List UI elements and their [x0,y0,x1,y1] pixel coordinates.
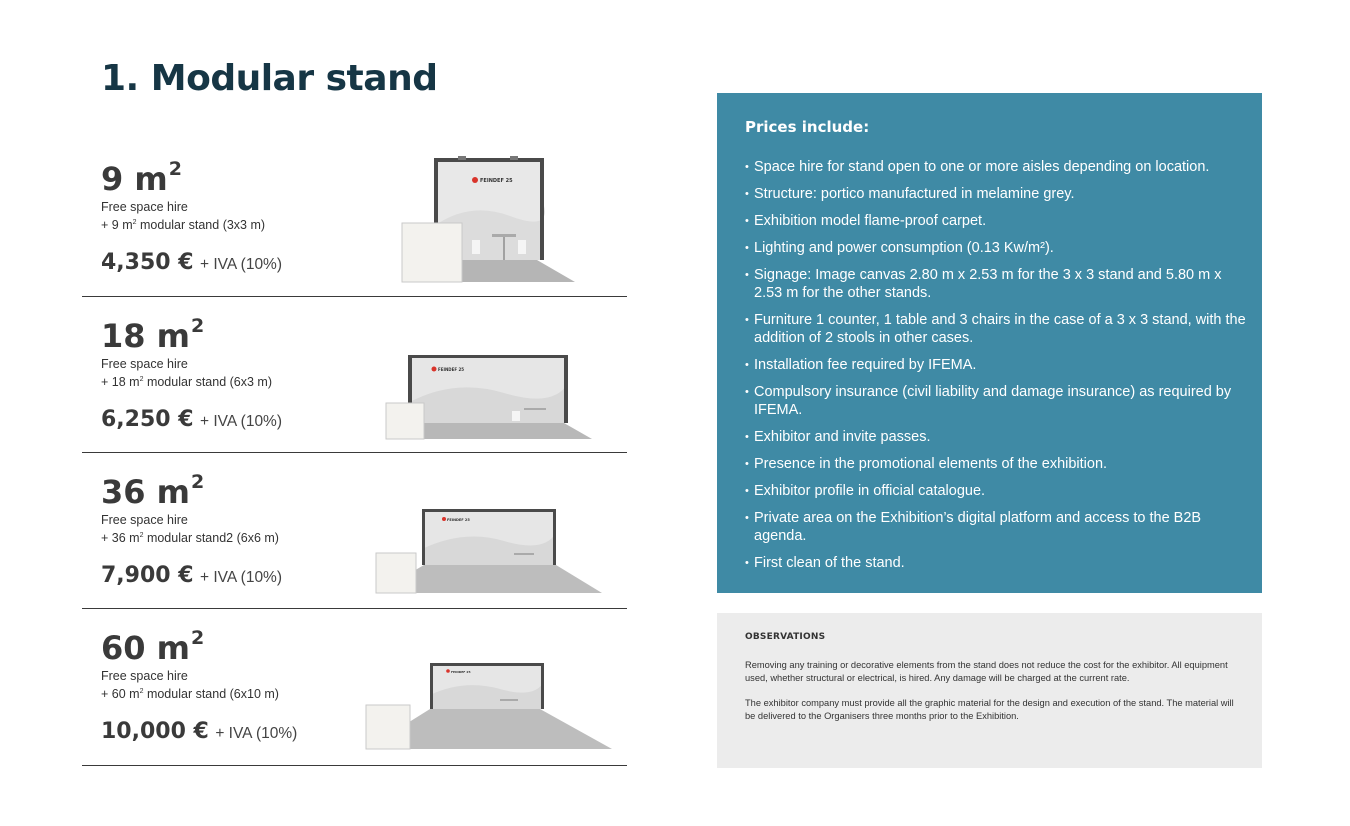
list-item: • Exhibitor profile in official catalogue. [745,482,1246,500]
list-item: • Space hire for stand open to one or more aisles depending on location. [745,158,1246,176]
list-item: • Structure: portico manufactured in melamine grey. [745,185,1246,203]
list-item: • Presence in the promotional elements of the exhibition. [745,455,1246,473]
stand-description: Free space hire + 9 $m^2$ modular stand (3x3 m) [101,200,266,233]
stand-description: Free space hire + 60 $m^2$ modular stand (6x10 m) [101,669,279,702]
stand-option-9m2 [82,140,627,297]
prices-include-list [745,158,1246,572]
stand-list [82,140,627,766]
stand-price: 4,350 € + IVA (10%) [101,250,283,275]
page-title: 1. Modular stand [101,58,438,99]
stand-size: 36 $m^2$ [101,471,205,511]
stand-description: Free space hire + 36 $m^2$ modular stand2 (6x6 m) [101,513,279,546]
stand-price: 10,000 € + IVA (10%) [101,719,298,744]
observations-heading: OBSERVATIONS [745,632,826,642]
svg-text:FEINDEF 25: FEINDEF 25 [447,518,470,522]
observations-paragraph: The exhibitor company must provide all the graphic material for the design and execution of the stand. The material will be delivered to the Organisers three months prior to the Exhibition. [745,698,1234,721]
stand-size: 60 $m^2$ [101,627,205,667]
list-item: • Lighting and power consumption (0.13 Kw/m²). [745,239,1246,257]
svg-text:FEINDEF 25: FEINDEF 25 [480,178,513,184]
stand-render-image [374,507,604,597]
stand-price: 6,250 € + IVA (10%) [101,407,283,432]
svg-text:FEINDEF 25: FEINDEF 25 [451,670,471,674]
list-item: • First clean of the stand. [745,554,1246,572]
list-item: • Exhibition model flame-proof carpet. [745,212,1246,230]
stand-render-image [400,156,580,284]
stand-price: 7,900 € + IVA (10%) [101,563,283,588]
stand-option-18m2 [82,297,627,453]
observations-paragraph: Removing any training or decorative elements from the stand does not reduce the cost for the exhibitor. All equipment used, whether structural or electrical, is hired. Any damage will be charged at the current rate. [745,660,1228,683]
prices-include-heading: Prices include: [745,118,870,136]
list-item: • Compulsory insurance (civil liability and damage insurance) as required by IFEMA. [745,383,1246,419]
stand-size: 9 $m^2$ [101,158,182,198]
svg-text:FEINDEF 25: FEINDEF 25 [438,367,465,372]
observations-panel [717,613,1262,768]
stand-option-36m2 [82,453,627,609]
stand-render-image [384,353,594,443]
stand-description: Free space hire + 18 $m^2$ modular stand (6x3 m) [101,357,272,390]
list-item: • Signage: Image canvas 2.80 m x 2.53 m for the 3 x 3 stand and 5.80 m x 2.53 m for the other stands. [745,266,1246,302]
stand-render-image [364,661,614,753]
prices-include-panel [717,93,1262,593]
list-item: • Furniture 1 counter, 1 table and 3 chairs in the case of a 3 x 3 stand, with the addition of 2 stools in other cases. [745,311,1246,347]
stand-size: 18 $m^2$ [101,315,205,355]
list-item: • Installation fee required by IFEMA. [745,356,1246,374]
stand-option-60m2 [82,609,627,766]
list-item: • Exhibitor and invite passes. [745,428,1246,446]
list-item: • Private area on the Exhibition’s digital platform and access to the B2B agenda. [745,509,1246,545]
